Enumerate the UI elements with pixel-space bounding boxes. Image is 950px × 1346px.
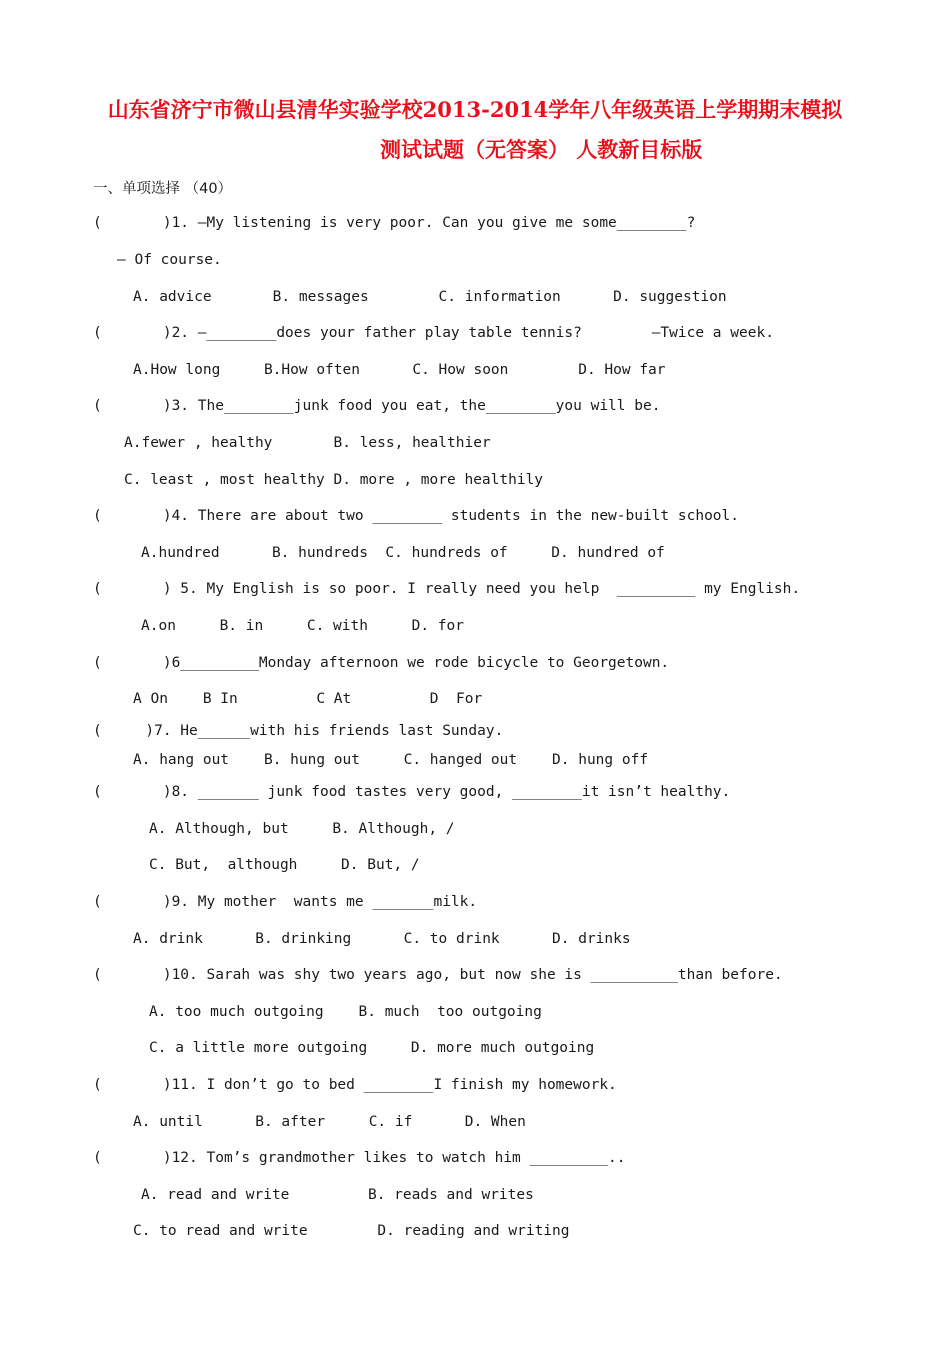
question-9: ( )9. My mother wants me _______milk. bbox=[93, 894, 478, 910]
options-row: C. a little more outgoing D. more much outgoing bbox=[149, 1040, 595, 1056]
answer-text: — Of course. bbox=[117, 252, 222, 268]
document-title-line-1: 山东省济宁市微山县清华实验学校2013-2014学年八年级英语上学期期末模拟 bbox=[107, 97, 843, 122]
question-5: ( ) 5. My English is so poor. I really need you help _________ my English. bbox=[93, 581, 801, 597]
options-row: A On B In C At D For bbox=[133, 691, 483, 707]
options-row: A.How long B.How often C. How soon D. How far bbox=[133, 362, 666, 378]
options-row: A.hundred B. hundreds C. hundreds of D. hundred of bbox=[141, 545, 665, 561]
question-10: ( )10. Sarah was shy two years ago, but now she is __________than before. bbox=[93, 967, 783, 983]
options-row: A.fewer , healthy B. less, healthier bbox=[124, 435, 491, 451]
options-row: C. least , most healthy D. more , more healthily bbox=[124, 472, 544, 488]
options-row: C. But, although D. But, / bbox=[149, 857, 420, 873]
question-6: ( )6_________Monday afternoon we rode bicycle to Georgetown. bbox=[93, 655, 670, 671]
options-row: C. to read and write D. reading and writing bbox=[133, 1223, 570, 1239]
question-1: ( )1. —My listening is very poor. Can you give me some________? bbox=[93, 215, 696, 231]
options-row: A. read and write B. reads and writes bbox=[141, 1187, 534, 1203]
question-3: ( )3. The________junk food you eat, the________you will be. bbox=[93, 398, 661, 414]
question-12: ( )12. Tom’s grandmother likes to watch him _________.. bbox=[93, 1150, 626, 1166]
options-row: A. hang out B. hung out C. hanged out D. hung off bbox=[133, 752, 649, 768]
options-row: A. advice B. messages C. information D. suggestion bbox=[133, 289, 727, 305]
question-8: ( )8. _______ junk food tastes very good, ________it isn’t healthy. bbox=[93, 784, 731, 800]
section-heading: 一、单项选择 （40） bbox=[93, 181, 233, 197]
options-row: A. too much outgoing B. much too outgoing bbox=[149, 1004, 542, 1020]
document-title-line-2: 测试试题（无答案） 人教新目标版 bbox=[380, 137, 703, 162]
options-row: A.on B. in C. with D. for bbox=[141, 618, 465, 634]
question-4: ( )4. There are about two ________ students in the new-built school. bbox=[93, 508, 740, 524]
options-row: A. drink B. drinking C. to drink D. drinks bbox=[133, 931, 631, 947]
question-11: ( )11. I don’t go to bed ________I finish my homework. bbox=[93, 1077, 617, 1093]
options-row: A. until B. after C. if D. When bbox=[133, 1114, 526, 1130]
question-7: ( )7. He______with his friends last Sunday. bbox=[93, 723, 504, 739]
options-row: A. Although, but B. Although, / bbox=[149, 821, 455, 837]
question-2: ( )2. —________does your father play table tennis? —Twice a week. bbox=[93, 325, 774, 341]
